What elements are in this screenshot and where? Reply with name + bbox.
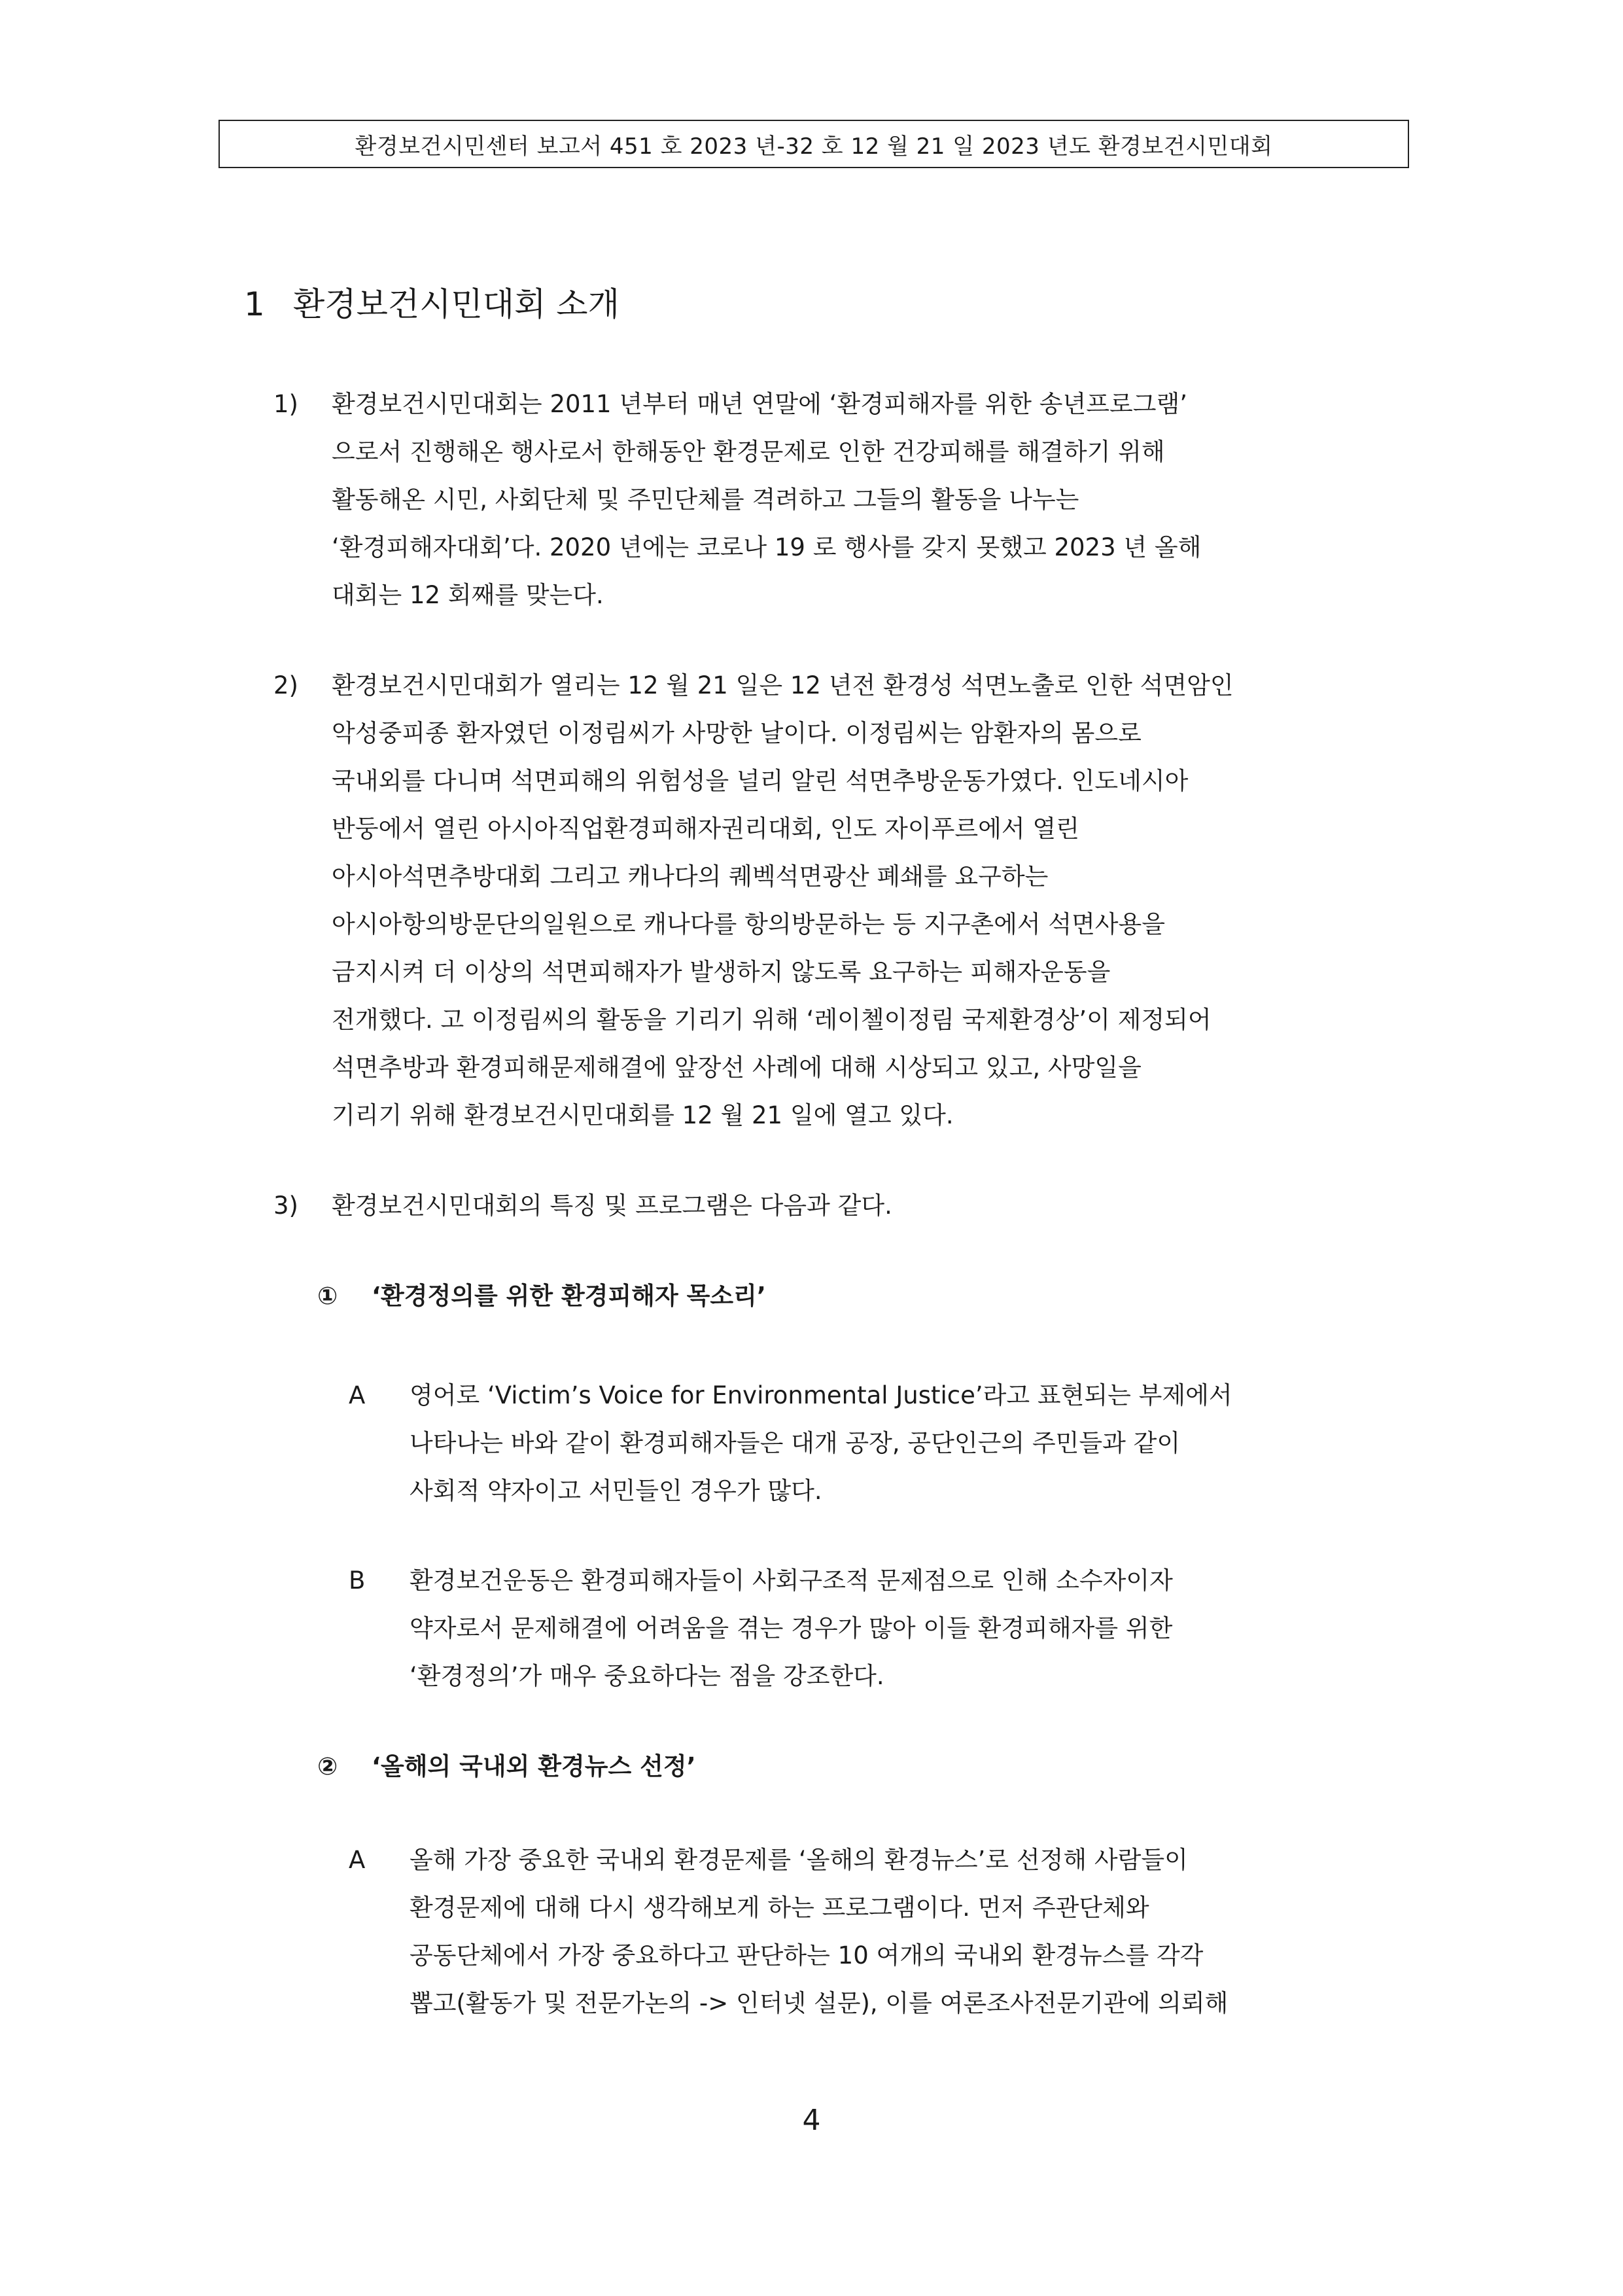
- text-line: 전개했다. 고 이정림씨의 활동을 기리기 위해 ‘레이첼이정림 국제환경상’이 제정되어: [332, 1006, 1212, 1034]
- point-marker: A: [349, 1381, 366, 1409]
- text-line: 약자로서 문제해결에 어려움을 겪는 경우가 많아 이들 환경피해자를 위한: [410, 1614, 1173, 1642]
- text-line: 석면추방과 환경피해문제해결에 앞장선 사례에 대해 시상되고 있고, 사망일을: [332, 1053, 1142, 1082]
- list-item-text: [332, 380, 1201, 619]
- point-marker: B: [349, 1566, 366, 1595]
- text-line: 환경보건시민대회의 특징 및 프로그램은 다음과 같다.: [332, 1192, 892, 1220]
- text-line: 영어로 ‘Victim’s Voice for Environmental Justice’라고 표현되는 부제에서: [410, 1381, 1232, 1409]
- text-line: 사회적 약자이고 서민들인 경우가 많다.: [410, 1477, 822, 1505]
- text-line: 금지시켜 더 이상의 석면피해자가 발생하지 않도록 요구하는 피해자운동을: [332, 958, 1111, 986]
- section-title-text: 환경보건시민대회 소개: [293, 285, 620, 323]
- page-number: 4: [802, 2104, 821, 2137]
- text-line: 기리기 위해 환경보건시민대회를 12 월 21 일에 열고 있다.: [332, 1101, 954, 1129]
- report-header: [218, 120, 1409, 168]
- text-line: 나타나는 바와 같이 환경피해자들은 대개 공장, 공단인근의 주민들과 같이: [410, 1429, 1181, 1457]
- point-marker: A: [349, 1846, 366, 1874]
- text-line: 환경보건시민대회는 2011 년부터 매년 연말에 ‘환경피해자를 위한 송년프로그램’: [332, 390, 1188, 418]
- text-line: 국내외를 다니며 석면피해의 위험성을 널리 알린 석면추방운동가였다. 인도네시아: [332, 767, 1189, 795]
- text-line: 아시아항의방문단의일원으로 캐나다를 항의방문하는 등 지구촌에서 석면사용을: [332, 910, 1166, 938]
- text-line: 환경보건운동은 환경피해자들이 사회구조적 문제점으로 인해 소수자이자: [410, 1566, 1173, 1595]
- list-marker: 1): [273, 390, 298, 418]
- section-number: 1: [244, 285, 265, 323]
- point-text: [410, 1557, 1173, 1700]
- list-item-text: [332, 1182, 892, 1229]
- text-line: 공동단체에서 가장 중요하다고 판단하는 10 여개의 국내외 환경뉴스를 각각: [410, 1941, 1204, 1969]
- text-line: 뽑고(활동가 및 전문가논의 -> 인터넷 설문), 이를 여론조사전문기관에 의뢰해: [410, 1989, 1229, 2017]
- subsection-heading-1: [317, 1276, 766, 1311]
- text-line: 아시아석면추방대회 그리고 캐나다의 퀘벡석면광산 폐쇄를 요구하는: [332, 862, 1049, 891]
- subsection-marker: ①: [317, 1282, 338, 1310]
- subsection-marker: ②: [317, 1752, 338, 1780]
- list-item-text: [332, 662, 1234, 1139]
- subsection-title: ‘올해의 국내외 환경뉴스 선정’: [372, 1752, 696, 1780]
- subsection-heading-2: [317, 1746, 696, 1782]
- text-line: 환경보건시민대회가 열리는 12 월 21 일은 12 년전 환경성 석면노출로 인한 석면암인: [332, 671, 1234, 699]
- text-line: 환경문제에 대해 다시 생각해보게 하는 프로그램이다. 먼저 주관단체와: [410, 1894, 1149, 1922]
- text-line: 반둥에서 열린 아시아직업환경피해자권리대회, 인도 자이푸르에서 열린: [332, 815, 1079, 843]
- text-line: 으로서 진행해온 행사로서 한해동안 환경문제로 인한 건강피해를 해결하기 위해: [332, 438, 1165, 466]
- text-line: 대회는 12 회째를 맞는다.: [332, 581, 604, 609]
- text-line: 활동해온 시민, 사회단체 및 주민단체를 격려하고 그들의 활동을 나누는: [332, 486, 1079, 514]
- text-line: 악성중피종 환자였던 이정림씨가 사망한 날이다. 이정림씨는 암환자의 몸으로: [332, 719, 1142, 747]
- point-text: [410, 1371, 1232, 1515]
- point-text: [410, 1836, 1228, 2027]
- text-line: ‘환경정의’가 매우 중요하다는 점을 강조한다.: [410, 1662, 884, 1690]
- report-header-text: 환경보건시민센터 보고서 451 호 2023 년-32 호 12 월 21 일 2023 년도 환경보건시민대회: [355, 133, 1273, 160]
- list-marker: 3): [273, 1192, 298, 1220]
- list-marker: 2): [273, 671, 298, 699]
- subsection-title: ‘환경정의를 위한 환경피해자 목소리’: [372, 1282, 766, 1310]
- text-line: 올해 가장 중요한 국내외 환경문제를 ‘올해의 환경뉴스’로 선정해 사람들이: [410, 1846, 1188, 1874]
- section-title: [244, 278, 620, 325]
- text-line: ‘환경피해자대회’다. 2020 년에는 코로나 19 로 행사를 갖지 못했고 2023 년 올해: [332, 533, 1202, 561]
